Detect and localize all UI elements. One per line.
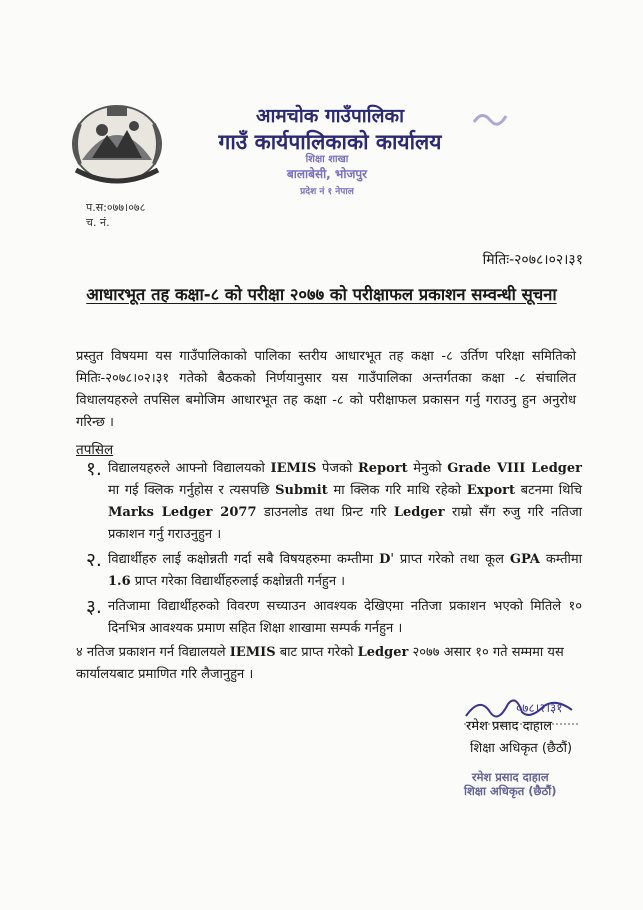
reference-block [86,200,145,230]
seal-title: शिक्षा अधिकृत (छैठौं) [464,784,557,798]
office-stamp [272,146,382,208]
nepal-emblem-icon [62,100,172,188]
name-seal [464,770,557,798]
item-number: ४ [76,645,83,660]
signature-date: ०७८।२।३१ [516,701,563,715]
instruction-list [86,458,582,643]
notice-subject: आधारभूत तह कक्षा-८ को परीक्षा २०७७ को परीक्षाफल प्रकाशन सम्वन्धी सूचना [86,285,557,304]
list-item [86,549,582,593]
list-heading: तपसिल [76,442,114,458]
stamp-line-1: शिक्षा शाखा [305,154,349,165]
list-item-4: ४ नतिज प्रकाशन गर्न विद्यालयले IEMIS बाट प्राप्त गरेको Ledger २०७७ असार १० गते सम्ममा यस कार्यालयबाट प्रमाणित गरि लैजानुहुन । [76,645,564,682]
item-number: १. [86,458,102,480]
stamp-line-3: प्रदेश नं १ नेपाल [300,187,354,197]
stamp-line-2: बालाबेसी, भोजपुर [286,167,368,181]
item-text: विद्यार्थीहरु लाई कक्षोन्नती गर्दा सबै विषयहरुमा कम्तीमा D' प्राप्त गरेको तथा कूल GPA कम्तीमा 1.6 प्राप्त गरेका विद्यार्थीहरुलाई कक्षोन्नती गर्नहुन । [108,552,582,589]
notice-body: प्रस्तुत विषयमा यस गाउँपालिकाको पालिका स्तरीय आधारभूत तह कक्षा -८ उर्तिण परिक्षा समितिको मितिः-२०७८।०२।३१ गतेको बैठकको निर्णयानुसार यस गाउँपालिका अन्तर्गतका कक्षा -८ संचालित विधालयहरुले तपसिल बमोजिम आधारभूत तह कक्षा -८ को परीक्षाफल प्रकासन गर्नु गराउनु हुन अनुरोध गरिन्छ । [76,349,576,430]
item-number: ३. [86,596,102,618]
office-name: गाउँ कार्यपालिकाको कार्यालय [218,130,442,154]
dispatch-number: च. नं. [86,216,110,229]
letter-number: प.स:०७७।०७८ [86,201,146,214]
municipality-name: आमचोक गाउँपालिका [255,105,405,127]
signatory-title: शिक्षा अधिकृत (छैठौं) [470,741,573,756]
item-text: नतिजामा विद्यार्थीहरुको विवरण सच्याउन आवश्यक देखिएमा नतिजा प्रकाशन भएको मितिले १० दिनभित्र आवश्यक प्रमाण सहित शिक्षा शाखामा सम्पर्क गर्नहुन । [108,599,582,636]
list-item [86,458,582,546]
notice-date: मितिः-२०७८।०२।३१ [482,252,583,268]
item-number: २. [86,549,102,571]
ink-mark-icon [470,108,510,128]
item-text: विद्यालयहरुले आफ्नो विद्यालयको IEMIS पेजको Report मेनुको Grade VIII Ledger मा गई क्लिक गर्नुहोस र त्यसपछि Submit मा क्लिक गरि माथि रहेको Export बटनमा थिचि Marks Ledger 2077 डाउनलोड तथा प्रिन्ट गरि Ledger राम्रो सँग रुजु गरि नतिजा प्रकाशन गर्नु गराउनुहुन । [108,461,582,542]
seal-name: रमेश प्रसाद दाहाल [471,770,549,784]
list-item [86,596,582,640]
signatory-name: रमेश प्रसाद दाहाल [466,719,553,734]
